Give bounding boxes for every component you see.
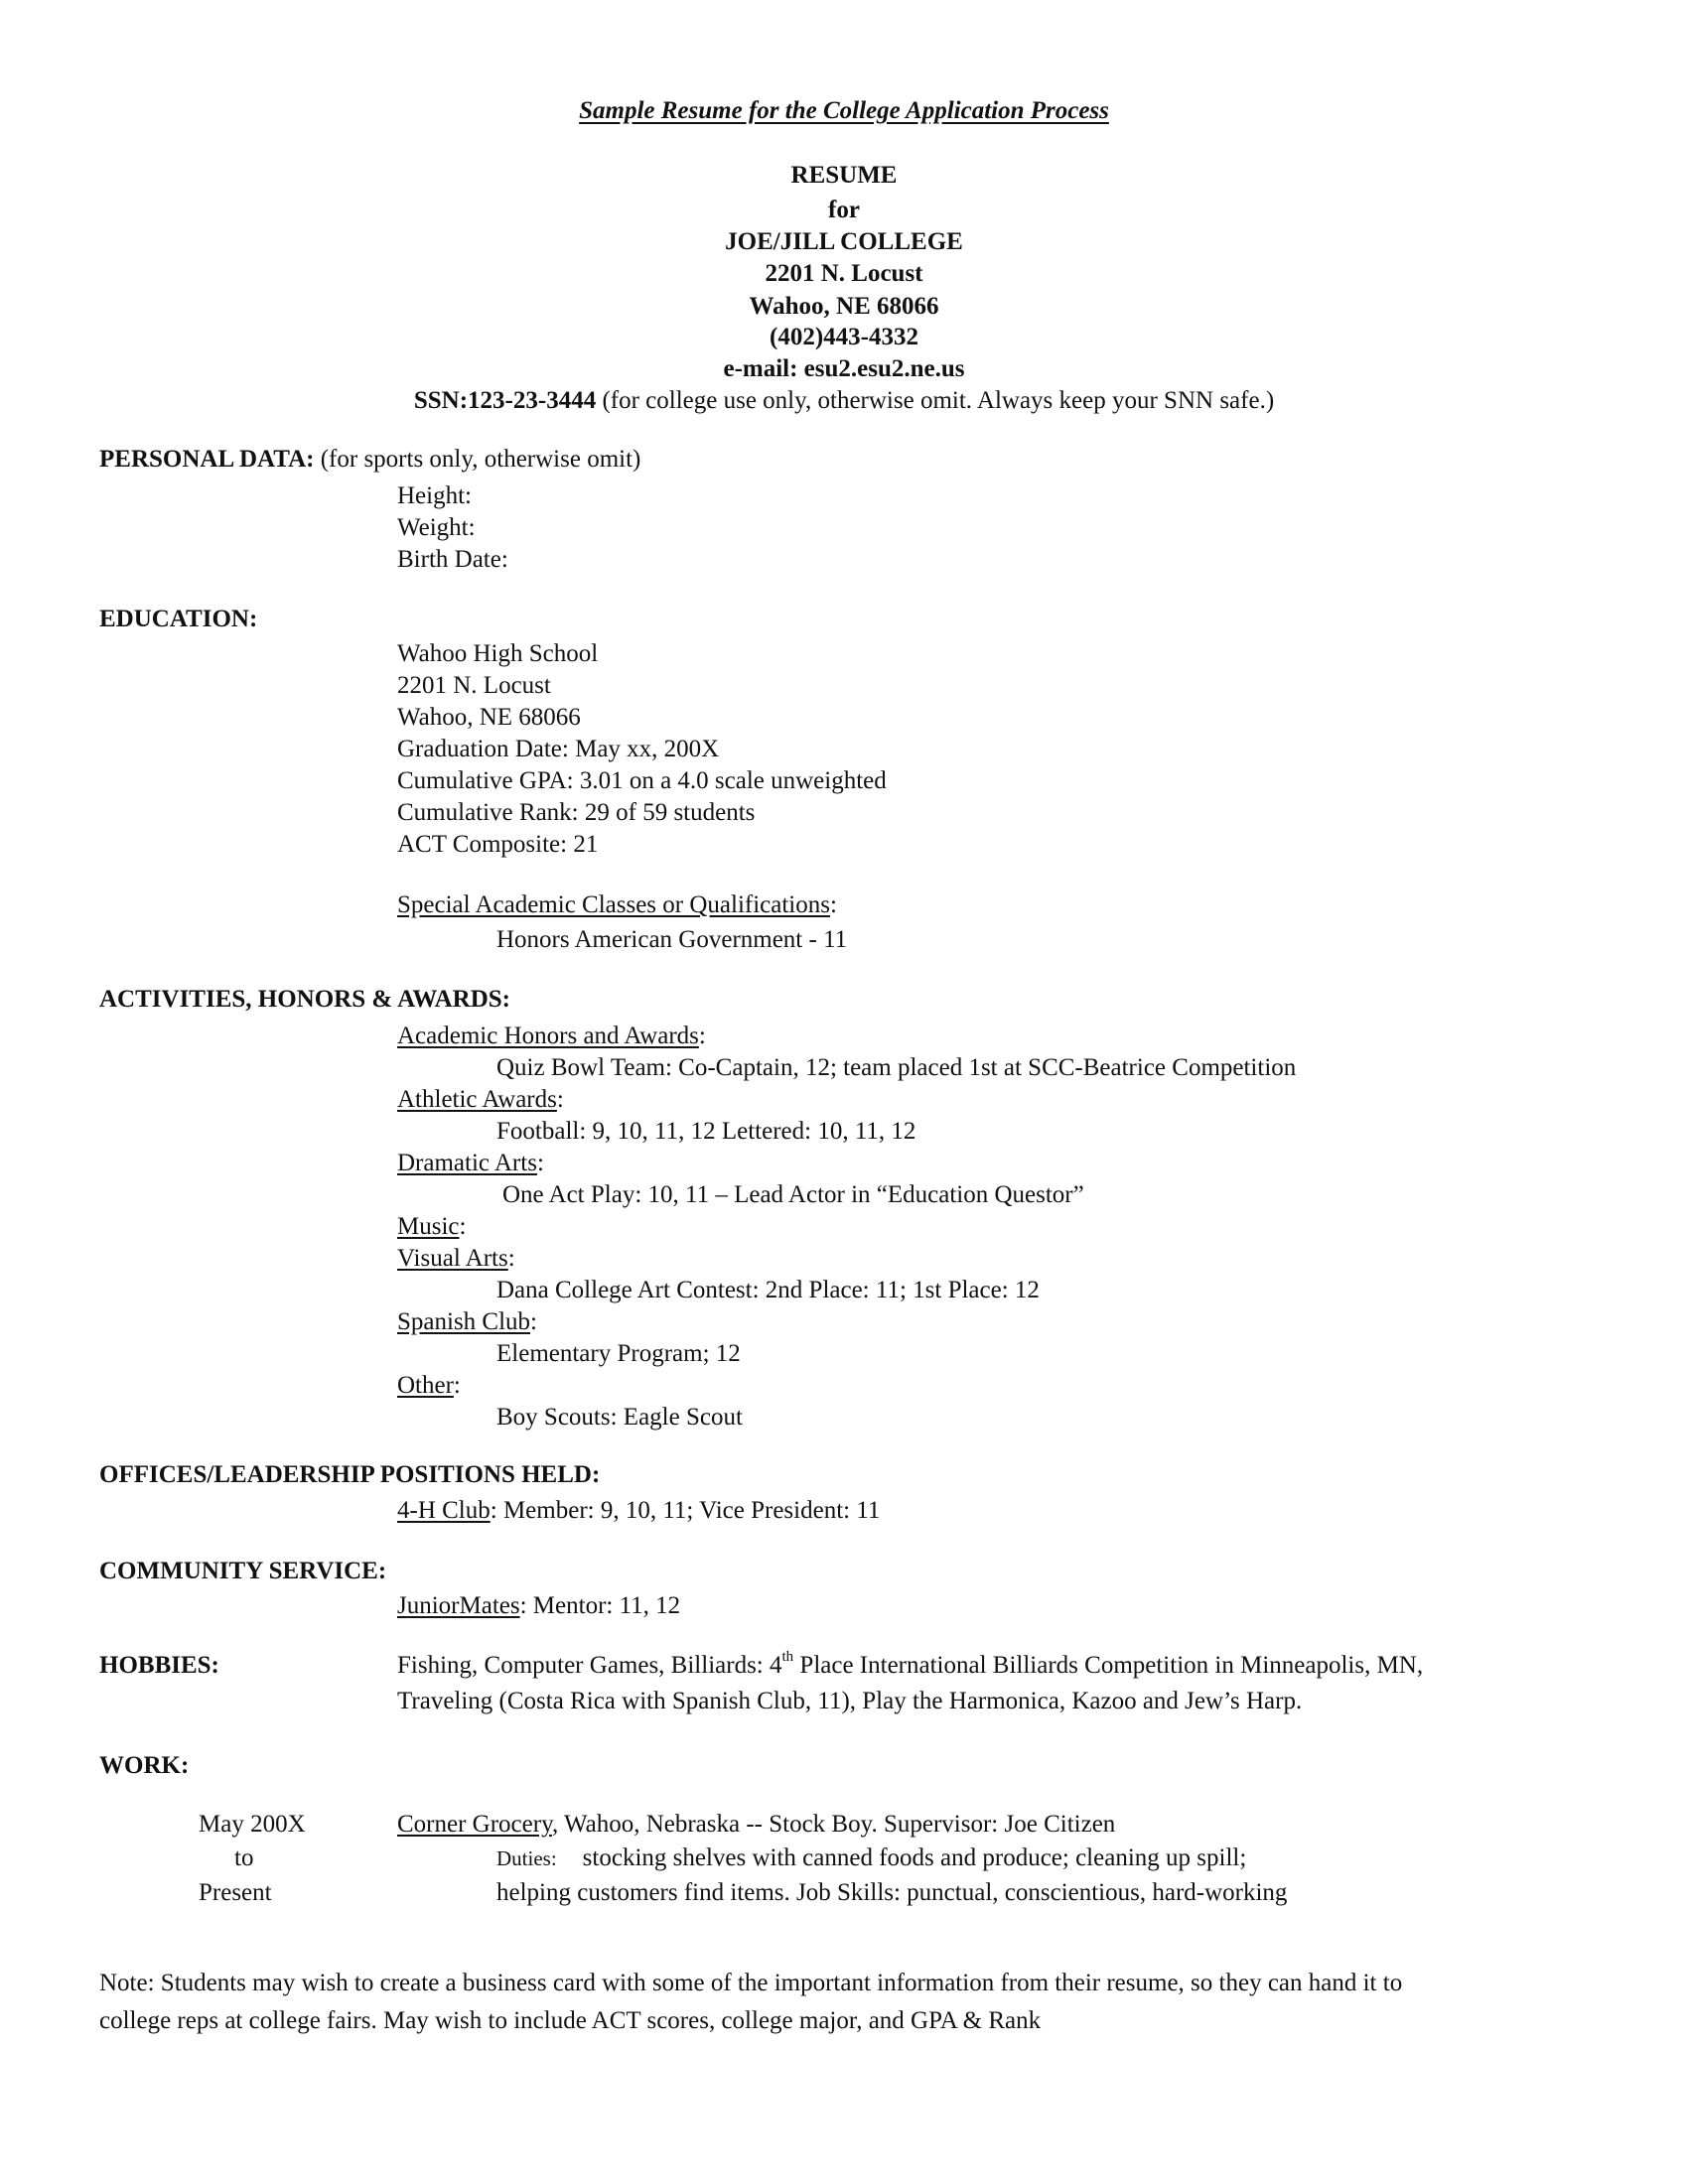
cumulative-gpa: Cumulative GPA: 3.01 on a 4.0 scale unweighted: [397, 767, 887, 794]
activity-category-spanish-club: Spanish Club:: [397, 1308, 537, 1335]
hobbies-line-2: Traveling (Costa Rica with Spanish Club, 11), Play the Harmonica, Kazoo and Jew’s Harp.: [397, 1688, 1303, 1714]
activity-category-dramatic: Dramatic Arts:: [397, 1150, 544, 1176]
school-street: 2201 N. Locust: [397, 672, 551, 699]
school-name: Wahoo High School: [397, 640, 599, 667]
resume-label: RESUME: [790, 162, 898, 189]
work-employer: Corner Grocery: [397, 1811, 552, 1838]
work-duties-line-1: Duties: stocking shelves with canned foods and produce; cleaning up spill;: [496, 1844, 1247, 1871]
personal-fields: [397, 480, 508, 576]
community-org: JuniorMates: [397, 1592, 520, 1619]
office-entry: [397, 1495, 880, 1527]
activity-detail-athletic: Football: 9, 10, 11, 12 Lettered: 10, 11, 12: [496, 1118, 916, 1145]
activity-detail-dramatic: One Act Play: 10, 11 – Lead Actor in “Education Questor”: [502, 1181, 1084, 1208]
activity-category-visual-arts: Visual Arts:: [397, 1245, 515, 1272]
work-duties-line-2: helping customers find items. Job Skills: punctual, conscientious, hard-working: [496, 1879, 1288, 1906]
cumulative-rank: Cumulative Rank: 29 of 59 students: [397, 799, 756, 826]
ssn-line: [0, 385, 1688, 417]
activity-detail-other: Boy Scouts: Eagle Scout: [496, 1404, 743, 1431]
personal-note: (for sports only, otherwise omit): [314, 446, 641, 473]
duties-label: Duties:: [496, 1846, 557, 1870]
act-composite: ACT Composite: 21: [397, 831, 599, 858]
ssn-value: SSN:123-23-3444: [413, 387, 597, 414]
for-label: for: [828, 197, 860, 223]
education-details: [397, 638, 887, 861]
note-line-1: Note: Students may wish to create a business card with some of the important information from their resume, so they can hand it to: [99, 1970, 1403, 1996]
activity-detail-academic: Quiz Bowl Team: Co-Captain, 12; team placed 1st at SCC-Beatrice Competition: [496, 1054, 1297, 1081]
section-heading-hobbies: HOBBIES:: [99, 1652, 219, 1679]
hobbies-line-1: Fishing, Computer Games, Billiards: 4th Place International Billiards Competition in Minneapolis, MN,: [397, 1648, 1424, 1679]
field-height: Height:: [397, 482, 472, 509]
special-classes-heading: Special Academic Classes or Qualifications:: [397, 891, 837, 918]
section-heading-work: WORK:: [99, 1752, 190, 1779]
activity-category-academic: Academic Honors and Awards:: [397, 1023, 706, 1049]
city-state-zip: Wahoo, NE 68066: [749, 293, 939, 320]
field-weight: Weight:: [397, 514, 476, 541]
graduation-date: Graduation Date: May xx, 200X: [397, 736, 720, 762]
work-date-from: May 200X: [199, 1811, 306, 1838]
activity-detail-spanish-club: Elementary Program; 12: [496, 1340, 741, 1367]
school-city: Wahoo, NE 68066: [397, 704, 581, 731]
personal-data-section: [99, 444, 640, 476]
section-heading-community: COMMUNITY SERVICE:: [99, 1558, 387, 1584]
ssn-note: (for college use only, otherwise omit. Always keep your SNN safe.): [596, 387, 1275, 414]
work-date-to: to: [234, 1844, 254, 1871]
activity-category-music: Music:: [397, 1213, 467, 1240]
community-detail: : Mentor: 11, 12: [519, 1592, 681, 1619]
section-heading-personal: PERSONAL DATA:: [99, 446, 315, 473]
applicant-name: JOE/JILL COLLEGE: [725, 228, 963, 255]
phone-number: (402)443-4332: [770, 324, 918, 350]
email-address: e-mail: esu2.esu2.ne.us: [723, 355, 965, 382]
activity-category-athletic: Athletic Awards:: [397, 1086, 564, 1113]
section-heading-offices: OFFICES/LEADERSHIP POSITIONS HELD:: [99, 1461, 601, 1488]
document-title: Sample Resume for the College Application Process: [579, 97, 1109, 124]
office-detail: : Member: 9, 10, 11; Vice President: 11: [490, 1497, 881, 1524]
note-line-2: college reps at college fairs. May wish to include ACT scores, college major, and GPA & Rank: [99, 2007, 1042, 2034]
work-date-end: Present: [199, 1879, 272, 1906]
activities-list: [397, 1021, 1296, 1433]
work-employer-detail: , Wahoo, Nebraska -- Stock Boy. Supervisor: Joe Citizen: [551, 1811, 1116, 1838]
section-heading-activities: ACTIVITIES, HONORS & AWARDS:: [99, 986, 510, 1013]
section-heading-education: EDUCATION:: [99, 606, 258, 632]
field-birth-date: Birth Date:: [397, 546, 508, 573]
work-employer-line: [397, 1809, 1115, 1841]
activity-category-other: Other:: [397, 1372, 461, 1399]
office-org: 4-H Club: [397, 1497, 491, 1524]
special-class-item: Honors American Government - 11: [496, 926, 848, 953]
activity-detail-visual-arts: Dana College Art Contest: 2nd Place: 11; 1st Place: 12: [496, 1277, 1040, 1303]
community-entry: [397, 1590, 680, 1622]
street-address: 2201 N. Locust: [765, 260, 923, 287]
